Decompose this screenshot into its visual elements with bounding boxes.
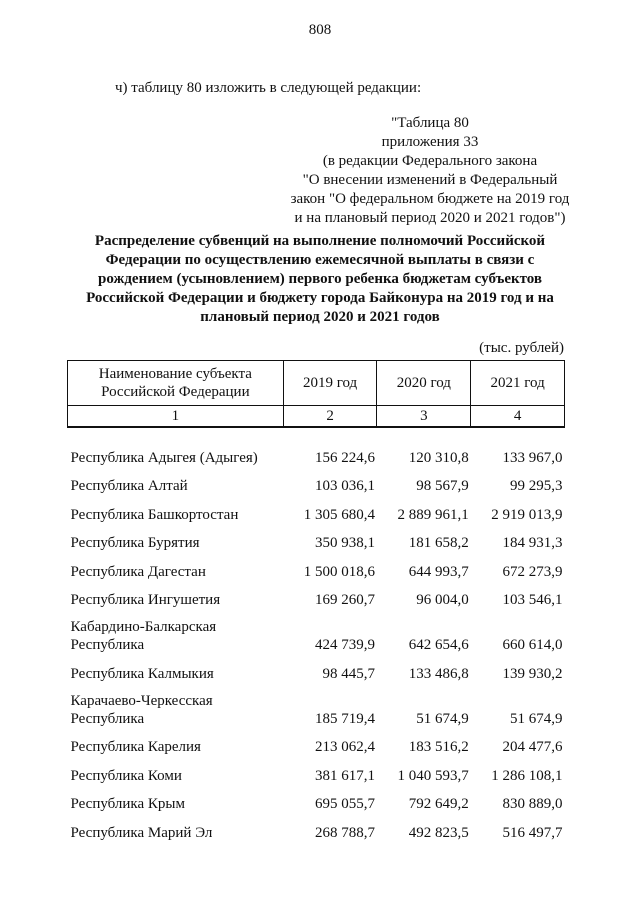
value-2020: 644 993,7 xyxy=(408,563,469,580)
title-line: Распределение субвенций на выполнение полномочий Российской xyxy=(94,233,546,249)
value-2019: 424 739,9 xyxy=(314,637,375,653)
value-2021: 1 286 108,1 xyxy=(491,767,563,784)
value-2019: 98 445,7 xyxy=(322,665,375,682)
document-title xyxy=(70,232,570,327)
region-name xyxy=(68,552,284,581)
value-2019: 1 500 018,6 xyxy=(303,563,375,580)
header-2021: 2021 год xyxy=(471,361,565,406)
value-2021: 2 919 013,9 xyxy=(491,506,563,523)
region-name-line: Республика Алтай xyxy=(70,478,188,494)
value-2021: 184 931,3 xyxy=(502,535,563,551)
value-2019: 1 305 680,4 xyxy=(303,506,375,523)
column-number: 1 xyxy=(68,406,284,428)
region-name-line: Республика Калмыкия xyxy=(70,665,214,682)
subsidy-table xyxy=(67,360,565,842)
value-2019: 156 224,6 xyxy=(314,449,375,466)
reference-line: "О внесении изменений в Федеральный xyxy=(302,172,558,188)
value-2021: 672 273,9 xyxy=(502,563,563,580)
reference-line: "Таблица 80 xyxy=(391,115,469,131)
region-name-line: Республика Адыгея (Адыгея) xyxy=(70,449,258,466)
reference-line: закон "О федеральном бюджете на 2019 год xyxy=(290,191,570,207)
title-line: Федерации по осуществлению ежемесячной выплаты в связи с xyxy=(105,252,535,268)
value-2019: 381 617,1 xyxy=(314,767,375,784)
table-body xyxy=(68,427,565,842)
column-number-row xyxy=(68,406,565,428)
region-name xyxy=(68,756,284,785)
value-2021: 133 967,0 xyxy=(502,449,563,466)
table-reference-block xyxy=(280,114,580,228)
title-line: Российской Федерации и бюджету города Байконура на 2019 год и на xyxy=(86,290,554,306)
region-name xyxy=(68,654,284,683)
region-name-line: Республика Крым xyxy=(70,796,185,812)
value-2020: 1 040 593,7 xyxy=(397,767,469,784)
region-name-line: Республика Дагестан xyxy=(70,563,206,580)
region-name-line: Республика Марий Эл xyxy=(70,824,213,841)
region-name-line: Республика Ингушетия xyxy=(70,592,221,608)
region-name-line: Республика xyxy=(70,710,145,727)
value-2020: 51 674,9 xyxy=(416,710,469,727)
region-name-line: Республика Карелия xyxy=(70,739,201,755)
value-2020: 792 649,2 xyxy=(408,796,469,812)
table-row xyxy=(68,552,565,581)
value-2021: 103 546,1 xyxy=(502,592,563,608)
value-2020: 120 310,8 xyxy=(408,449,469,466)
region-name xyxy=(68,785,284,814)
header-2020: 2020 год xyxy=(377,361,471,406)
table-row xyxy=(68,609,565,654)
region-name xyxy=(68,524,284,553)
value-2020: 98 567,9 xyxy=(416,478,469,494)
table-row xyxy=(68,785,565,814)
value-2019: 695 055,7 xyxy=(314,796,375,812)
header-name-line: Наименование субъекта xyxy=(98,366,252,382)
value-2019: 350 938,1 xyxy=(314,535,375,551)
value-2021: 660 614,0 xyxy=(502,637,563,653)
region-name xyxy=(68,581,284,610)
region-name xyxy=(68,609,284,654)
reference-line: (в редакции Федерального закона xyxy=(322,153,538,169)
column-number: 4 xyxy=(471,406,565,428)
value-2020: 133 486,8 xyxy=(408,665,469,682)
region-name xyxy=(68,467,284,496)
table-row xyxy=(68,581,565,610)
value-2019: 268 788,7 xyxy=(314,824,375,841)
value-2020: 181 658,2 xyxy=(408,535,469,551)
title-line: рождением (усыновлением) первого ребенка бюджетам субъектов xyxy=(97,271,543,287)
table-row xyxy=(68,728,565,757)
region-name-line: Кабардино-Балкарская xyxy=(70,619,217,635)
region-name-line: Карачаево-Черкесская xyxy=(70,692,213,709)
header-name-line: Российской Федерации xyxy=(101,384,250,400)
region-name-line: Республика Бурятия xyxy=(70,535,200,551)
table-row xyxy=(68,756,565,785)
region-name xyxy=(68,495,284,524)
header-region-name xyxy=(68,361,284,406)
region-name xyxy=(68,813,284,842)
table-row xyxy=(68,683,565,728)
reference-line: приложения 33 xyxy=(381,134,479,150)
value-2020: 642 654,6 xyxy=(408,637,469,653)
value-2021: 51 674,9 xyxy=(510,710,563,727)
column-number: 2 xyxy=(283,406,377,428)
value-2020: 492 823,5 xyxy=(408,824,469,841)
table-row xyxy=(68,524,565,553)
table-row xyxy=(68,495,565,524)
column-number: 3 xyxy=(377,406,471,428)
value-2019: 185 719,4 xyxy=(314,710,375,727)
units-label: (тыс. рублей) xyxy=(479,340,564,356)
reference-line: и на плановый период 2020 и 2021 годов") xyxy=(294,210,566,226)
value-2019: 213 062,4 xyxy=(314,739,375,755)
amendment-intro: ч) таблицу 80 изложить в следующей редакции: xyxy=(115,80,422,96)
table-row xyxy=(68,427,565,467)
page-number: 808 xyxy=(308,22,332,38)
table-row xyxy=(68,654,565,683)
title-line: плановый период 2020 и 2021 годов xyxy=(200,309,440,325)
value-2021: 830 889,0 xyxy=(502,796,563,812)
table-row xyxy=(68,813,565,842)
region-name xyxy=(68,427,284,467)
value-2019: 103 036,1 xyxy=(314,478,375,494)
region-name-line: Республика Башкортостан xyxy=(70,506,239,523)
value-2021: 204 477,6 xyxy=(502,739,563,755)
value-2020: 96 004,0 xyxy=(416,592,469,608)
value-2021: 99 295,3 xyxy=(510,478,563,494)
value-2020: 2 889 961,1 xyxy=(397,506,469,523)
table-row xyxy=(68,467,565,496)
region-name xyxy=(68,728,284,757)
value-2020: 183 516,2 xyxy=(408,739,469,755)
value-2021: 516 497,7 xyxy=(502,824,563,841)
table-header-row xyxy=(68,361,565,406)
value-2019: 169 260,7 xyxy=(314,592,375,608)
region-name-line: Республика xyxy=(70,637,145,653)
value-2021: 139 930,2 xyxy=(502,665,563,682)
region-name-line: Республика Коми xyxy=(70,767,182,784)
header-2019: 2019 год xyxy=(283,361,377,406)
region-name xyxy=(68,683,284,728)
